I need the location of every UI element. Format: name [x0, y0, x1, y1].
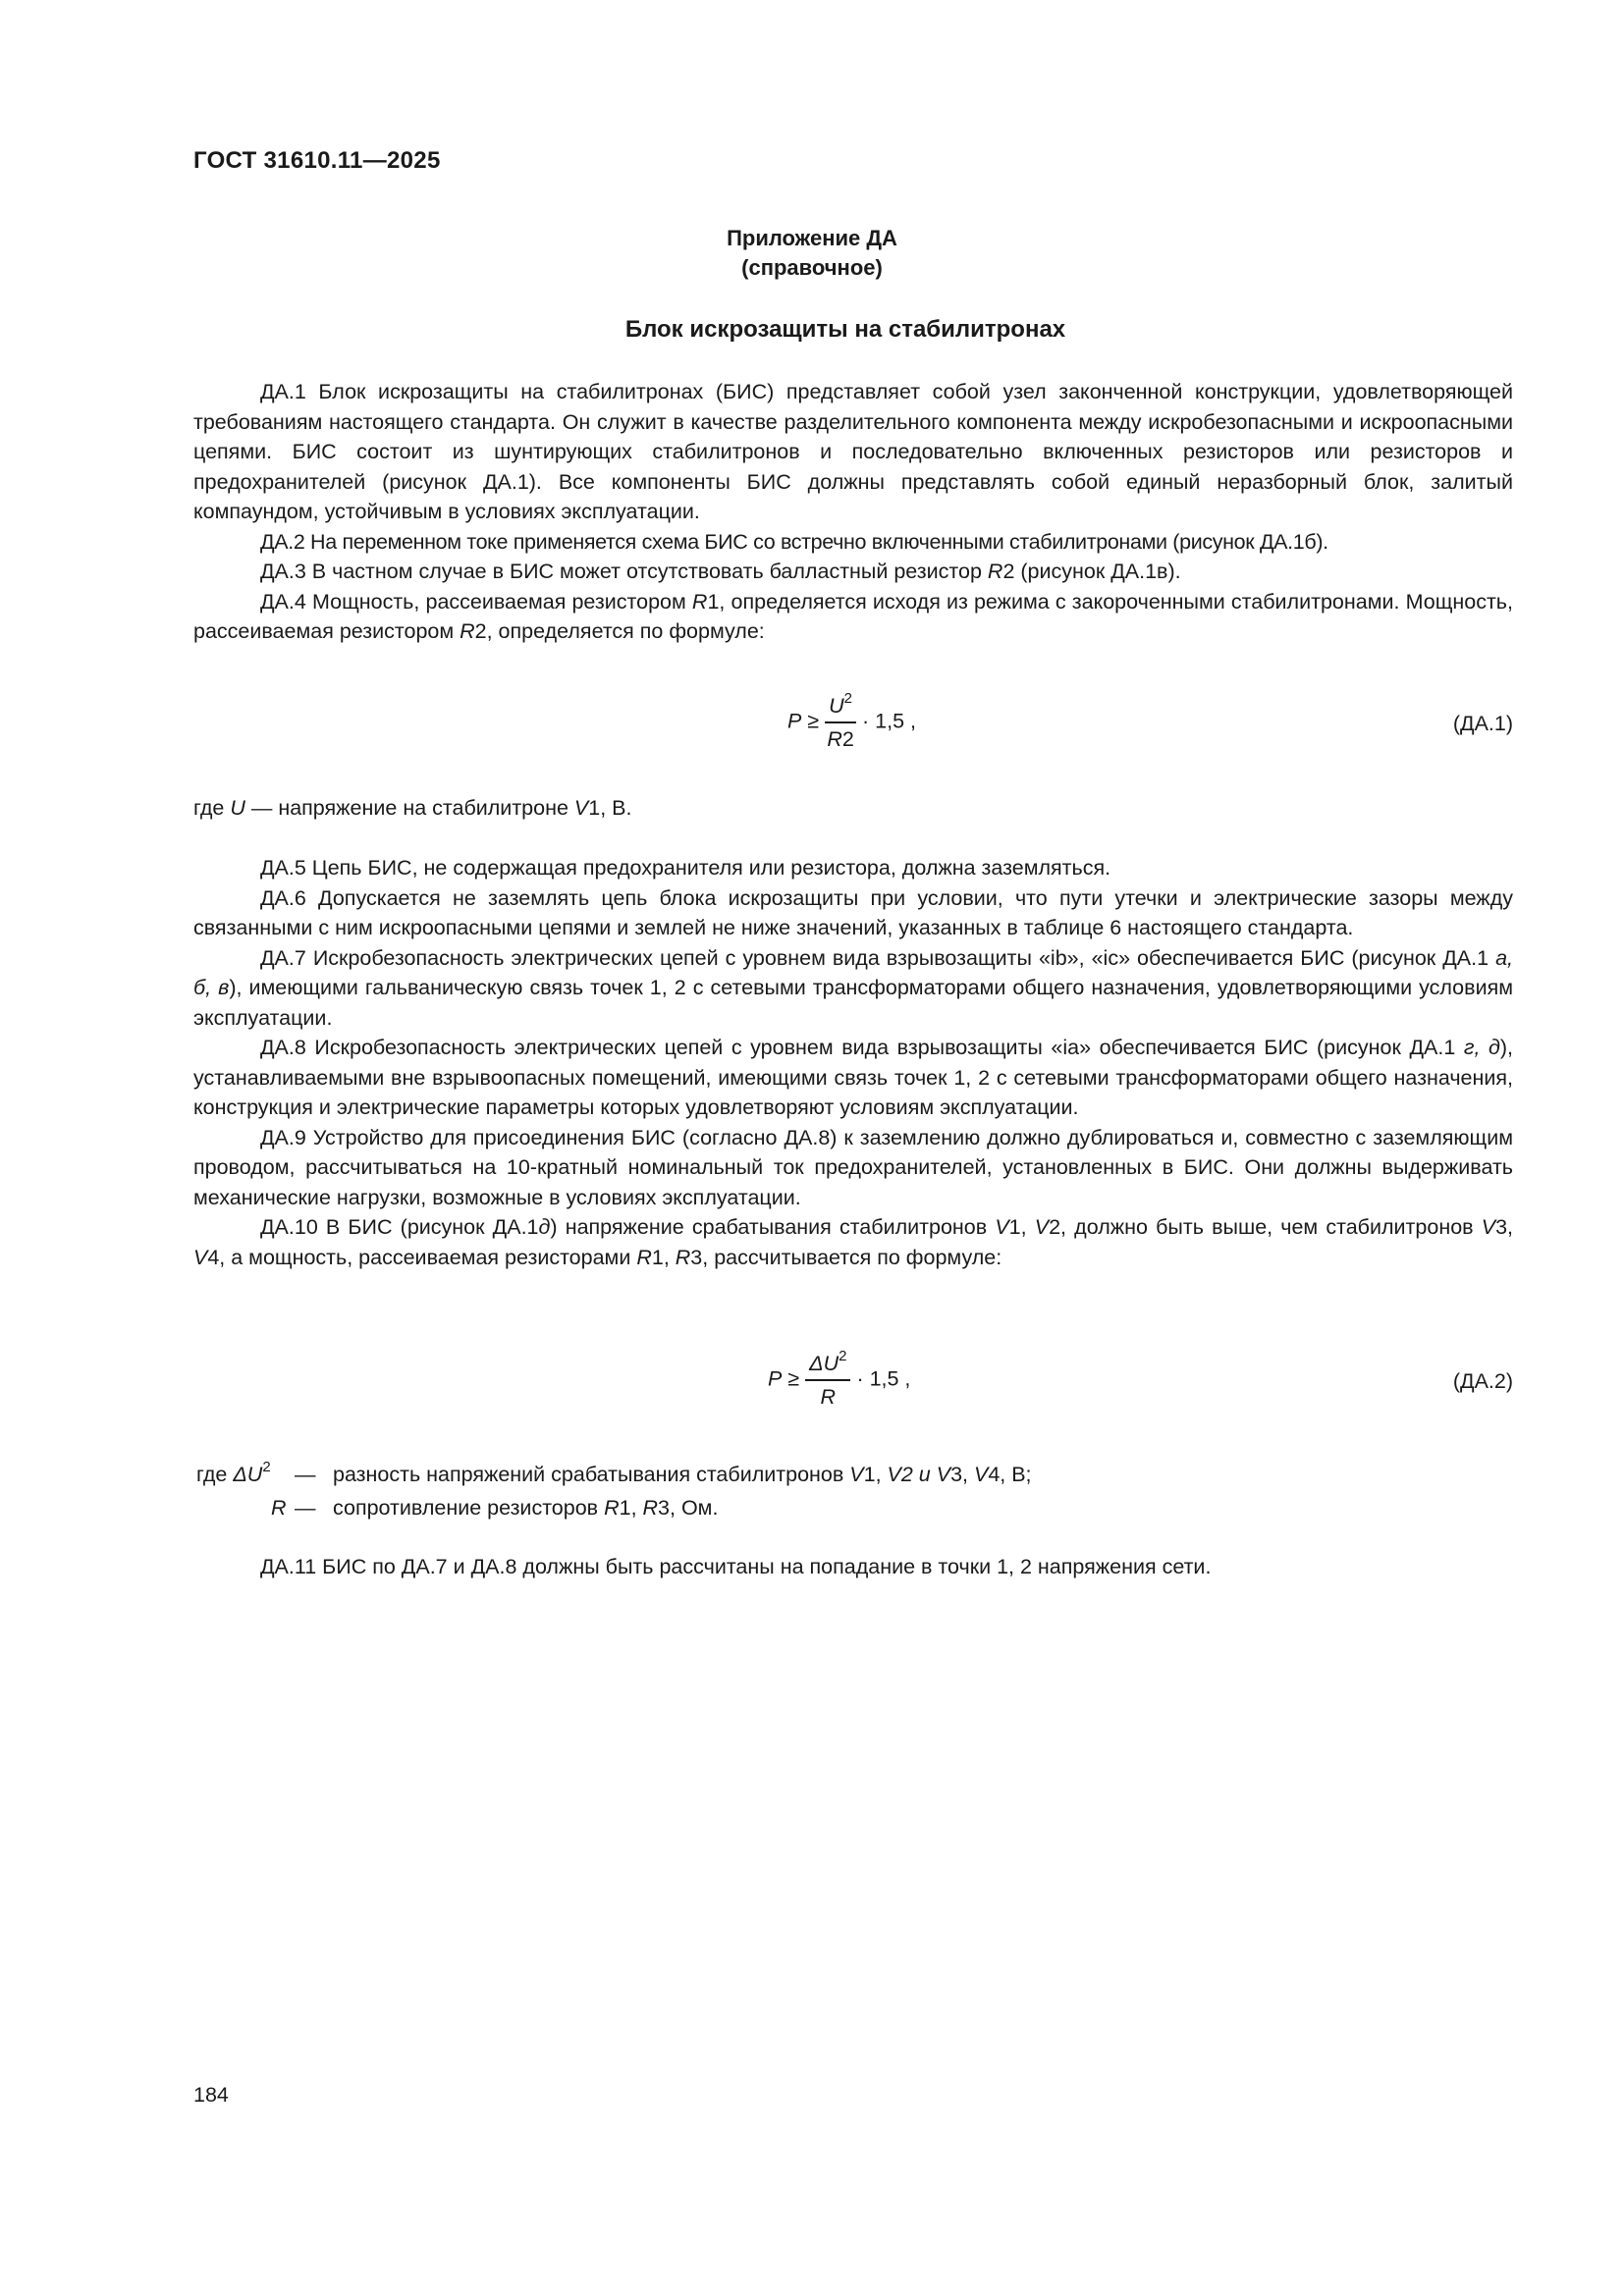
appendix-title: Приложение ДА [727, 226, 897, 250]
paragraph-da7: ДА.7 Искробезопасность электрических цепей с уровнем вида взрывозащиты «ib», «ic» обеспечивается БИС (рисунок ДА.1 а, б, в), имеющими гальваническую связь точек 1, 2 с сетевыми трансформаторами общего назначения, удовлетворяющими условиям эксплуатации. [193, 945, 1513, 1030]
paragraph-da3: ДА.3 В частном случае в БИС может отсутствовать балластный резистор R2 (рисунок ДА.1в). [260, 560, 1181, 583]
formula-da2-number: (ДА.2) [1452, 1369, 1513, 1393]
formula-da1-number: (ДА.1) [1452, 712, 1513, 735]
appendix-status: (справочное) [741, 255, 883, 280]
where-definition-2b: R [271, 1496, 287, 1520]
section-title: Блок искрозащиты на стабилитронах [624, 316, 1066, 343]
where-text-2a: разность напряжений срабатывания стабилитронов V1, V2 и V3, V4, В; [333, 1463, 1032, 1486]
paragraph-da10: ДА.10 В БИС (рисунок ДА.1д) напряжение срабатывания стабилитронов V1, V2, должно быть выше, чем стабилитронов V3, V4, а мощность, рассеиваемая резисторами R1, R3, рассчитывается по формуле: [193, 1215, 1514, 1269]
paragraph-da11: ДА.11 БИС по ДА.7 и ДА.8 должны быть рассчитаны на попадание в точки 1, 2 напряжения сети. [260, 1555, 1212, 1578]
paragraph-da2: ДА.2 На переменном токе применяется схема БИС со встречно включенными стабилитронами (рисунок ДА.1б). [260, 529, 1328, 554]
where-definition-2a: где $\Delta U^2$ [196, 1459, 271, 1486]
body-block-3 [193, 1552, 1513, 1582]
formula-da2 [193, 1350, 1513, 1428]
standard-number: ГОСТ 31610.11—2025 [193, 147, 441, 174]
paragraph-da8: ДА.8 Искробезопасность электрических цепей с уровнем вида взрывозащиты «ia» обеспечивается БИС (рисунок ДА.1 г, д), устанавливаемыми вне взрывоопасных помещений, имеющими связь точек 1, 2 с сетевыми трансформаторами общего назначения, конструкция и электрические параметры которых удовлетворяют условиям эксплуатации. [193, 1036, 1514, 1119]
paragraph-da9: ДА.9 Устройство для присоединения БИС (согласно ДА.8) к заземлению должно дублироваться и, совместно с заземляющим проводом, рассчитываться на 10-кратный номинальный ток предохранителей, установленных в БИС. Они должны выдерживать механические нагрузки, возможные в условиях эксплуатации. [193, 1125, 1513, 1209]
where-text-2b: сопротивление резисторов R1, R3, Ом. [333, 1496, 719, 1520]
paragraph-da6: ДА.6 Допускается не заземлять цепь блока искрозащиты при условии, что пути утечки и электрические зазоры между связанными с ним искроопасными цепями и землей не ниже значений, указанных в таблице 6 настоящего стандарта. [193, 885, 1513, 939]
formula-da1 [193, 692, 1513, 771]
formula-da1-fraction: $\frac{U^2}{R2}$ [825, 692, 856, 753]
paragraph-da1: ДА.1 Блок искрозащиты на стабилитронах (БИС) представляет собой узел законченной конструкции, удовлетворяющей требованиям настоящего стандарта. Он служит в качестве разделительного компонента между искробезопасными и искроопасными цепями. БИС состоит из шунтирующих стабилитронов и последовательно включенных резисторов или резисторов и предохранителей (рисунок ДА.1). Все компоненты БИС должны представлять собой единый неразборный блок, залитый компаундом, устойчивым в условиях эксплуатации. [193, 380, 1513, 523]
where-definition-1: где U — напряжение на стабилитроне V1, В. [193, 796, 632, 820]
page-number: 184 [193, 2083, 229, 2107]
body-block-2 [193, 853, 1513, 1272]
formula-da2-fraction: $\frac{\Delta U^2}{R}$ [805, 1350, 850, 1411]
formula-da1-expression: P ≥ $\frac{U^2}{R2}$ · 1,5 , [787, 690, 916, 751]
paragraph-da5: ДА.5 Цепь БИС, не содержащая предохранителя или резистора, должна заземляться. [260, 856, 1111, 880]
formula-da2-expression: P ≥ $\frac{\Delta U^2}{R}$ · 1,5 , [768, 1348, 911, 1409]
body-block-1 [193, 377, 1513, 647]
where-dash-2b: — [295, 1496, 316, 1520]
paragraph-da4: ДА.4 Мощность, рассеиваемая резистором R1, определяется исходя из режима с закороченными стабилитронами. Мощность, рассеиваемая резистором R2, определяется по формуле: [193, 589, 1513, 643]
where-dash-2a: — [295, 1463, 316, 1486]
